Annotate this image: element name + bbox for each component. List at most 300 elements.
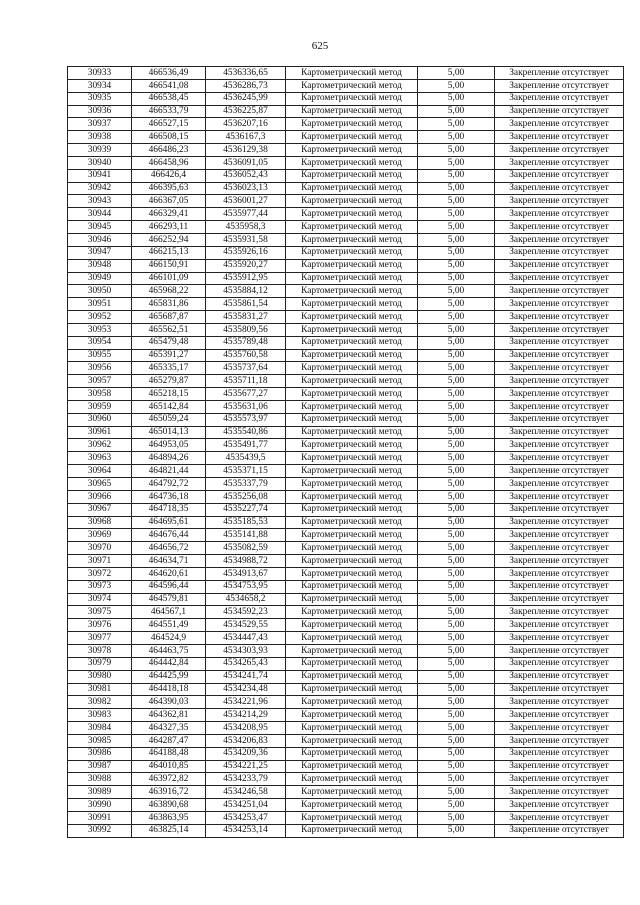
point-number-cell: 30979 xyxy=(68,657,132,670)
fixation-cell: Закрепление отсутствует xyxy=(495,503,624,516)
y-coordinate-cell: 4534753,95 xyxy=(206,580,286,593)
method-cell: Картометрический метод xyxy=(286,644,418,657)
method-cell: Картометрический метод xyxy=(286,375,418,388)
x-coordinate-cell: 466527,15 xyxy=(132,118,206,131)
method-cell: Картометрический метод xyxy=(286,734,418,747)
fixation-cell: Закрепление отсутствует xyxy=(495,555,624,568)
point-number-cell: 30982 xyxy=(68,696,132,709)
fixation-cell: Закрепление отсутствует xyxy=(495,285,624,298)
y-coordinate-cell: 4535185,53 xyxy=(206,516,286,529)
method-cell: Картометрический метод xyxy=(286,439,418,452)
accuracy-cell: 5,00 xyxy=(418,67,495,80)
x-coordinate-cell: 466252,94 xyxy=(132,233,206,246)
y-coordinate-cell: 4536286,73 xyxy=(206,79,286,92)
table-row xyxy=(68,105,624,118)
x-coordinate-cell: 464551,49 xyxy=(132,619,206,632)
fixation-cell: Закрепление отсутствует xyxy=(495,734,624,747)
table-row xyxy=(68,92,624,105)
point-number-cell: 30983 xyxy=(68,709,132,722)
method-cell: Картометрический метод xyxy=(286,529,418,542)
accuracy-cell: 5,00 xyxy=(418,272,495,285)
point-number-cell: 30972 xyxy=(68,567,132,580)
x-coordinate-cell: 464579,81 xyxy=(132,593,206,606)
x-coordinate-cell: 464718,35 xyxy=(132,503,206,516)
y-coordinate-cell: 4535439,5 xyxy=(206,452,286,465)
table-row xyxy=(68,593,624,606)
method-cell: Картометрический метод xyxy=(286,580,418,593)
point-number-cell: 30944 xyxy=(68,208,132,221)
coordinates-table xyxy=(67,66,624,838)
x-coordinate-cell: 464442,84 xyxy=(132,657,206,670)
accuracy-cell: 5,00 xyxy=(418,478,495,491)
point-number-cell: 30984 xyxy=(68,722,132,735)
point-number-cell: 30940 xyxy=(68,156,132,169)
y-coordinate-cell: 4535861,54 xyxy=(206,298,286,311)
table-row xyxy=(68,503,624,516)
x-coordinate-cell: 465687,87 xyxy=(132,311,206,324)
fixation-cell: Закрепление отсутствует xyxy=(495,144,624,157)
page-number: 625 xyxy=(311,40,329,52)
accuracy-cell: 5,00 xyxy=(418,503,495,516)
fixation-cell: Закрепление отсутствует xyxy=(495,336,624,349)
table-row xyxy=(68,169,624,182)
table-row xyxy=(68,195,624,208)
accuracy-cell: 5,00 xyxy=(418,246,495,259)
x-coordinate-cell: 464656,72 xyxy=(132,542,206,555)
accuracy-cell: 5,00 xyxy=(418,169,495,182)
accuracy-cell: 5,00 xyxy=(418,221,495,234)
point-number-cell: 30973 xyxy=(68,580,132,593)
table-row xyxy=(68,375,624,388)
accuracy-cell: 5,00 xyxy=(418,233,495,246)
point-number-cell: 30989 xyxy=(68,786,132,799)
table-row xyxy=(68,246,624,259)
fixation-cell: Закрепление отсутствует xyxy=(495,567,624,580)
point-number-cell: 30965 xyxy=(68,478,132,491)
point-number-cell: 30969 xyxy=(68,529,132,542)
method-cell: Картометрический метод xyxy=(286,221,418,234)
accuracy-cell: 5,00 xyxy=(418,529,495,542)
x-coordinate-cell: 464390,03 xyxy=(132,696,206,709)
accuracy-cell: 5,00 xyxy=(418,105,495,118)
y-coordinate-cell: 4535711,18 xyxy=(206,375,286,388)
x-coordinate-cell: 464676,44 xyxy=(132,529,206,542)
table-row xyxy=(68,773,624,786)
y-coordinate-cell: 4535920,27 xyxy=(206,259,286,272)
y-coordinate-cell: 4535082,59 xyxy=(206,542,286,555)
fixation-cell: Закрепление отсутствует xyxy=(495,452,624,465)
y-coordinate-cell: 4534233,79 xyxy=(206,773,286,786)
point-number-cell: 30986 xyxy=(68,747,132,760)
method-cell: Картометрический метод xyxy=(286,567,418,580)
accuracy-cell: 5,00 xyxy=(418,811,495,824)
point-number-cell: 30948 xyxy=(68,259,132,272)
point-number-cell: 30976 xyxy=(68,619,132,632)
method-cell: Картометрический метод xyxy=(286,747,418,760)
table-row xyxy=(68,182,624,195)
x-coordinate-cell: 466293,11 xyxy=(132,221,206,234)
y-coordinate-cell: 4535809,56 xyxy=(206,323,286,336)
fixation-cell: Закрепление отсутствует xyxy=(495,298,624,311)
method-cell: Картометрический метод xyxy=(286,400,418,413)
point-number-cell: 30945 xyxy=(68,221,132,234)
fixation-cell: Закрепление отсутствует xyxy=(495,362,624,375)
method-cell: Картометрический метод xyxy=(286,657,418,670)
fixation-cell: Закрепление отсутствует xyxy=(495,811,624,824)
table-row xyxy=(68,632,624,645)
point-number-cell: 30934 xyxy=(68,79,132,92)
method-cell: Картометрический метод xyxy=(286,79,418,92)
y-coordinate-cell: 4536091,05 xyxy=(206,156,286,169)
x-coordinate-cell: 463890,68 xyxy=(132,799,206,812)
point-number-cell: 30971 xyxy=(68,555,132,568)
table-row xyxy=(68,388,624,401)
point-number-cell: 30956 xyxy=(68,362,132,375)
y-coordinate-cell: 4534209,36 xyxy=(206,747,286,760)
table-row xyxy=(68,272,624,285)
point-number-cell: 30958 xyxy=(68,388,132,401)
table-row xyxy=(68,156,624,169)
x-coordinate-cell: 464418,18 xyxy=(132,683,206,696)
x-coordinate-cell: 465218,15 xyxy=(132,388,206,401)
accuracy-cell: 5,00 xyxy=(418,786,495,799)
accuracy-cell: 5,00 xyxy=(418,542,495,555)
point-number-cell: 30966 xyxy=(68,490,132,503)
x-coordinate-cell: 466536,49 xyxy=(132,67,206,80)
fixation-cell: Закрепление отсутствует xyxy=(495,208,624,221)
x-coordinate-cell: 464821,44 xyxy=(132,465,206,478)
table-row xyxy=(68,657,624,670)
accuracy-cell: 5,00 xyxy=(418,144,495,157)
method-cell: Картометрический метод xyxy=(286,144,418,157)
method-cell: Картометрический метод xyxy=(286,259,418,272)
fixation-cell: Закрепление отсутствует xyxy=(495,311,624,324)
table-row xyxy=(68,760,624,773)
accuracy-cell: 5,00 xyxy=(418,632,495,645)
x-coordinate-cell: 464362,81 xyxy=(132,709,206,722)
table-row xyxy=(68,567,624,580)
accuracy-cell: 5,00 xyxy=(418,400,495,413)
table-row xyxy=(68,323,624,336)
table-row xyxy=(68,400,624,413)
fixation-cell: Закрепление отсутствует xyxy=(495,182,624,195)
point-number-cell: 30947 xyxy=(68,246,132,259)
accuracy-cell: 5,00 xyxy=(418,208,495,221)
y-coordinate-cell: 4534447,43 xyxy=(206,632,286,645)
fixation-cell: Закрепление отсутствует xyxy=(495,259,624,272)
table-row xyxy=(68,683,624,696)
accuracy-cell: 5,00 xyxy=(418,490,495,503)
accuracy-cell: 5,00 xyxy=(418,413,495,426)
y-coordinate-cell: 4534253,47 xyxy=(206,811,286,824)
table-row xyxy=(68,696,624,709)
point-number-cell: 30943 xyxy=(68,195,132,208)
method-cell: Картометрический метод xyxy=(286,696,418,709)
method-cell: Картометрический метод xyxy=(286,311,418,324)
point-number-cell: 30935 xyxy=(68,92,132,105)
accuracy-cell: 5,00 xyxy=(418,362,495,375)
y-coordinate-cell: 4534206,83 xyxy=(206,734,286,747)
table-row xyxy=(68,478,624,491)
table-row xyxy=(68,722,624,735)
fixation-cell: Закрепление отсутствует xyxy=(495,92,624,105)
fixation-cell: Закрепление отсутствует xyxy=(495,709,624,722)
table-row xyxy=(68,362,624,375)
point-number-cell: 30942 xyxy=(68,182,132,195)
fixation-cell: Закрепление отсутствует xyxy=(495,542,624,555)
x-coordinate-cell: 465279,87 xyxy=(132,375,206,388)
method-cell: Картометрический метод xyxy=(286,760,418,773)
accuracy-cell: 5,00 xyxy=(418,644,495,657)
point-number-cell: 30938 xyxy=(68,131,132,144)
table-row xyxy=(68,580,624,593)
y-coordinate-cell: 4534208,95 xyxy=(206,722,286,735)
fixation-cell: Закрепление отсутствует xyxy=(495,105,624,118)
accuracy-cell: 5,00 xyxy=(418,555,495,568)
point-number-cell: 30992 xyxy=(68,824,132,837)
fixation-cell: Закрепление отсутствует xyxy=(495,696,624,709)
y-coordinate-cell: 4536225,87 xyxy=(206,105,286,118)
x-coordinate-cell: 464695,61 xyxy=(132,516,206,529)
x-coordinate-cell: 465142,84 xyxy=(132,400,206,413)
accuracy-cell: 5,00 xyxy=(418,92,495,105)
accuracy-cell: 5,00 xyxy=(418,349,495,362)
x-coordinate-cell: 466215,13 xyxy=(132,246,206,259)
x-coordinate-cell: 466426,4 xyxy=(132,169,206,182)
y-coordinate-cell: 4535789,48 xyxy=(206,336,286,349)
table-row xyxy=(68,824,624,837)
fixation-cell: Закрепление отсутствует xyxy=(495,272,624,285)
table-row xyxy=(68,490,624,503)
table-row xyxy=(68,285,624,298)
accuracy-cell: 5,00 xyxy=(418,465,495,478)
table-row xyxy=(68,298,624,311)
y-coordinate-cell: 4536336,65 xyxy=(206,67,286,80)
fixation-cell: Закрепление отсутствует xyxy=(495,683,624,696)
fixation-cell: Закрепление отсутствует xyxy=(495,529,624,542)
method-cell: Картометрический метод xyxy=(286,478,418,491)
y-coordinate-cell: 4534214,29 xyxy=(206,709,286,722)
y-coordinate-cell: 4536001,27 xyxy=(206,195,286,208)
x-coordinate-cell: 464736,18 xyxy=(132,490,206,503)
method-cell: Картометрический метод xyxy=(286,811,418,824)
point-number-cell: 30960 xyxy=(68,413,132,426)
table-row xyxy=(68,426,624,439)
fixation-cell: Закрепление отсутствует xyxy=(495,593,624,606)
method-cell: Картометрический метод xyxy=(286,773,418,786)
x-coordinate-cell: 466329,41 xyxy=(132,208,206,221)
x-coordinate-cell: 466538,45 xyxy=(132,92,206,105)
x-coordinate-cell: 465831,86 xyxy=(132,298,206,311)
fixation-cell: Закрепление отсутствует xyxy=(495,799,624,812)
point-number-cell: 30952 xyxy=(68,311,132,324)
method-cell: Картометрический метод xyxy=(286,233,418,246)
accuracy-cell: 5,00 xyxy=(418,388,495,401)
table-row xyxy=(68,555,624,568)
method-cell: Картометрический метод xyxy=(286,516,418,529)
accuracy-cell: 5,00 xyxy=(418,118,495,131)
accuracy-cell: 5,00 xyxy=(418,323,495,336)
point-number-cell: 30937 xyxy=(68,118,132,131)
point-number-cell: 30980 xyxy=(68,670,132,683)
y-coordinate-cell: 4536207,16 xyxy=(206,118,286,131)
method-cell: Картометрический метод xyxy=(286,632,418,645)
fixation-cell: Закрепление отсутствует xyxy=(495,349,624,362)
method-cell: Картометрический метод xyxy=(286,349,418,362)
x-coordinate-cell: 466541,08 xyxy=(132,79,206,92)
x-coordinate-cell: 465059,24 xyxy=(132,413,206,426)
table-row xyxy=(68,233,624,246)
table-row xyxy=(68,811,624,824)
y-coordinate-cell: 4535491,77 xyxy=(206,439,286,452)
point-number-cell: 30939 xyxy=(68,144,132,157)
point-number-cell: 30962 xyxy=(68,439,132,452)
method-cell: Картометрический метод xyxy=(286,824,418,837)
table-row xyxy=(68,747,624,760)
fixation-cell: Закрепление отсутствует xyxy=(495,426,624,439)
accuracy-cell: 5,00 xyxy=(418,195,495,208)
accuracy-cell: 5,00 xyxy=(418,516,495,529)
point-number-cell: 30990 xyxy=(68,799,132,812)
method-cell: Картометрический метод xyxy=(286,67,418,80)
method-cell: Картометрический метод xyxy=(286,336,418,349)
fixation-cell: Закрепление отсутствует xyxy=(495,439,624,452)
fixation-cell: Закрепление отсутствует xyxy=(495,221,624,234)
method-cell: Картометрический метод xyxy=(286,169,418,182)
point-number-cell: 30953 xyxy=(68,323,132,336)
x-coordinate-cell: 465968,22 xyxy=(132,285,206,298)
x-coordinate-cell: 463916,72 xyxy=(132,786,206,799)
point-number-cell: 30991 xyxy=(68,811,132,824)
fixation-cell: Закрепление отсутствует xyxy=(495,632,624,645)
y-coordinate-cell: 4534529,55 xyxy=(206,619,286,632)
method-cell: Картометрический метод xyxy=(286,606,418,619)
x-coordinate-cell: 464425,99 xyxy=(132,670,206,683)
accuracy-cell: 5,00 xyxy=(418,824,495,837)
method-cell: Картометрический метод xyxy=(286,426,418,439)
point-number-cell: 30955 xyxy=(68,349,132,362)
table-row xyxy=(68,67,624,80)
method-cell: Картометрический метод xyxy=(286,452,418,465)
accuracy-cell: 5,00 xyxy=(418,670,495,683)
table-row xyxy=(68,349,624,362)
table-row xyxy=(68,786,624,799)
method-cell: Картометрический метод xyxy=(286,683,418,696)
method-cell: Картометрический метод xyxy=(286,670,418,683)
x-coordinate-cell: 466508,15 xyxy=(132,131,206,144)
table-row xyxy=(68,670,624,683)
table-row xyxy=(68,413,624,426)
method-cell: Картометрический метод xyxy=(286,542,418,555)
y-coordinate-cell: 4534253,14 xyxy=(206,824,286,837)
table-row xyxy=(68,208,624,221)
x-coordinate-cell: 464634,71 xyxy=(132,555,206,568)
y-coordinate-cell: 4534221,25 xyxy=(206,760,286,773)
point-number-cell: 30950 xyxy=(68,285,132,298)
method-cell: Картометрический метод xyxy=(286,619,418,632)
x-coordinate-cell: 464596,44 xyxy=(132,580,206,593)
y-coordinate-cell: 4535677,27 xyxy=(206,388,286,401)
table-row xyxy=(68,644,624,657)
x-coordinate-cell: 466533,79 xyxy=(132,105,206,118)
method-cell: Картометрический метод xyxy=(286,298,418,311)
x-coordinate-cell: 465479,48 xyxy=(132,336,206,349)
table-row xyxy=(68,79,624,92)
table-row xyxy=(68,799,624,812)
accuracy-cell: 5,00 xyxy=(418,619,495,632)
y-coordinate-cell: 4534234,48 xyxy=(206,683,286,696)
accuracy-cell: 5,00 xyxy=(418,580,495,593)
fixation-cell: Закрепление отсутствует xyxy=(495,169,624,182)
x-coordinate-cell: 464894,26 xyxy=(132,452,206,465)
y-coordinate-cell: 4534988,72 xyxy=(206,555,286,568)
y-coordinate-cell: 4535337,79 xyxy=(206,478,286,491)
accuracy-cell: 5,00 xyxy=(418,439,495,452)
method-cell: Картометрический метод xyxy=(286,156,418,169)
x-coordinate-cell: 465562,51 xyxy=(132,323,206,336)
x-coordinate-cell: 464567,1 xyxy=(132,606,206,619)
method-cell: Картометрический метод xyxy=(286,285,418,298)
y-coordinate-cell: 4536052,43 xyxy=(206,169,286,182)
point-number-cell: 30967 xyxy=(68,503,132,516)
y-coordinate-cell: 4535737,64 xyxy=(206,362,286,375)
accuracy-cell: 5,00 xyxy=(418,734,495,747)
accuracy-cell: 5,00 xyxy=(418,79,495,92)
method-cell: Картометрический метод xyxy=(286,92,418,105)
method-cell: Картометрический метод xyxy=(286,246,418,259)
y-coordinate-cell: 4535227,74 xyxy=(206,503,286,516)
table-row xyxy=(68,131,624,144)
y-coordinate-cell: 4534592,23 xyxy=(206,606,286,619)
accuracy-cell: 5,00 xyxy=(418,156,495,169)
x-coordinate-cell: 464524,9 xyxy=(132,632,206,645)
fixation-cell: Закрепление отсутствует xyxy=(495,233,624,246)
accuracy-cell: 5,00 xyxy=(418,683,495,696)
x-coordinate-cell: 465014,13 xyxy=(132,426,206,439)
fixation-cell: Закрепление отсутствует xyxy=(495,246,624,259)
fixation-cell: Закрепление отсутствует xyxy=(495,619,624,632)
table-row xyxy=(68,336,624,349)
fixation-cell: Закрепление отсутствует xyxy=(495,516,624,529)
y-coordinate-cell: 4535631,06 xyxy=(206,400,286,413)
table-row xyxy=(68,516,624,529)
y-coordinate-cell: 4535256,08 xyxy=(206,490,286,503)
accuracy-cell: 5,00 xyxy=(418,722,495,735)
x-coordinate-cell: 465391,27 xyxy=(132,349,206,362)
y-coordinate-cell: 4535831,27 xyxy=(206,311,286,324)
y-coordinate-cell: 4536023,13 xyxy=(206,182,286,195)
method-cell: Картометрический метод xyxy=(286,131,418,144)
point-number-cell: 30959 xyxy=(68,400,132,413)
y-coordinate-cell: 4535931,58 xyxy=(206,233,286,246)
table-row xyxy=(68,221,624,234)
y-coordinate-cell: 4534241,74 xyxy=(206,670,286,683)
y-coordinate-cell: 4535912,95 xyxy=(206,272,286,285)
accuracy-cell: 5,00 xyxy=(418,182,495,195)
point-number-cell: 30978 xyxy=(68,644,132,657)
point-number-cell: 30981 xyxy=(68,683,132,696)
point-number-cell: 30951 xyxy=(68,298,132,311)
y-coordinate-cell: 4534913,67 xyxy=(206,567,286,580)
fixation-cell: Закрепление отсутствует xyxy=(495,413,624,426)
y-coordinate-cell: 4535371,15 xyxy=(206,465,286,478)
accuracy-cell: 5,00 xyxy=(418,375,495,388)
method-cell: Картометрический метод xyxy=(286,208,418,221)
x-coordinate-cell: 463972,82 xyxy=(132,773,206,786)
method-cell: Картометрический метод xyxy=(286,555,418,568)
fixation-cell: Закрепление отсутствует xyxy=(495,79,624,92)
y-coordinate-cell: 4535977,44 xyxy=(206,208,286,221)
